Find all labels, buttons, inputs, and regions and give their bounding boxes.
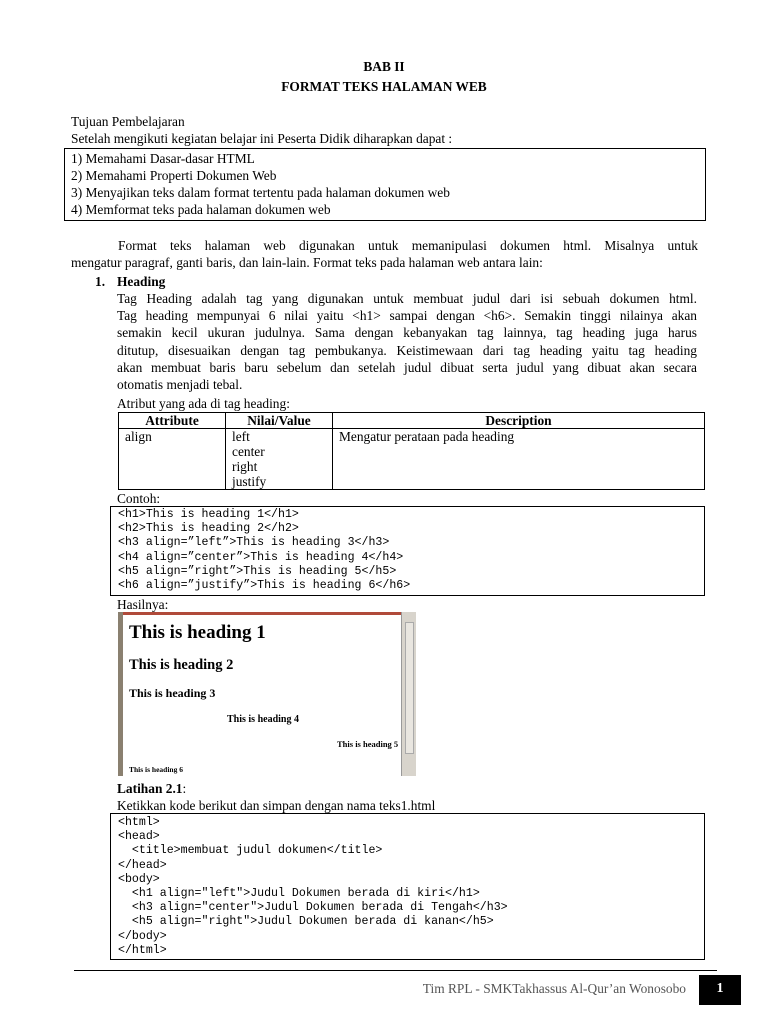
section-number: 1. (95, 274, 106, 289)
code-line: </html> (118, 943, 167, 957)
exercise-instruction: Ketikkan kode berikut dan simpan dengan nama teks1.html (117, 798, 436, 813)
table-header: Attribute (119, 413, 226, 429)
result-heading-1: This is heading 1 (129, 622, 266, 643)
value-item: center (232, 444, 265, 459)
table-header: Description (333, 413, 705, 429)
code-line: <h6 align=”justify”>This is heading 6</h6> (118, 579, 411, 593)
code-line: <head> (118, 830, 160, 844)
paragraph-line: Tag Heading adalah tag yang digunakan untuk membuat judul dari isi sebuah dokumen html. (117, 291, 697, 306)
result-heading-6: This is heading 6 (129, 765, 183, 774)
footer-divider (74, 970, 717, 971)
table-cell-values (226, 429, 333, 490)
paragraph-line: semakin kecil ukuran judulnya. Sama dengan kebanyakan tag lainnya, tag heading juga harus (117, 325, 697, 341)
value-item: justify (232, 474, 267, 489)
window-frame (118, 612, 416, 615)
objective-item: 3) Menyajikan teks dalam format tertentu pada halaman dokumen web (71, 185, 450, 200)
page-number: 1 (699, 975, 741, 1005)
intro-paragraph (71, 237, 698, 271)
objectives-heading: Tujuan Pembelajaran (71, 114, 185, 129)
objective-item: 2) Memahami Properti Dokumen Web (71, 168, 277, 183)
code-line: <h3 align="center">Judul Dokumen berada di Tengah</h3> (118, 901, 508, 915)
scrollbar-thumb (405, 622, 414, 754)
scrollbar (401, 612, 416, 776)
paragraph-line: Tag heading mempunyai 6 nilai yaitu <h1> sampai dengan <h6>. Semakin tinggi nilainya akan (117, 308, 697, 324)
table-cell-attribute: align (119, 429, 226, 490)
result-heading-5: This is heading 5 (337, 739, 399, 749)
exercise-code-box (110, 813, 705, 960)
table-cell-description: Mengatur perataan pada heading (333, 429, 705, 490)
intro-line: Format teks halaman web digunakan untuk memanipulasi dokumen html. Misalnya untuk (118, 238, 698, 253)
value-item: left (232, 429, 250, 444)
example-code-box (110, 506, 705, 596)
chapter-label: BAB II (363, 59, 405, 74)
objective-item: 1) Memahami Dasar-dasar HTML (71, 151, 255, 166)
result-heading-4: This is heading 4 (227, 714, 299, 725)
example-label: Contoh: (117, 491, 161, 506)
result-heading-2: This is heading 2 (129, 657, 234, 673)
paragraph-line: ditutup, disesuaikan dengan tag pembukanya. Keistimewaan dari tag heading yaitu tag heading (117, 342, 697, 358)
objectives-list (64, 148, 706, 221)
intro-line: mengatur paragraf, ganti baris, dan lain-lain. Format teks pada halaman web antara lain: (71, 255, 543, 271)
footer-text: Tim RPL - SMKTakhassus Al-Qur’an Wonosobo (422, 981, 686, 996)
page-title: FORMAT TEKS HALAMAN WEB (281, 79, 487, 94)
code-line: <html> (118, 816, 160, 829)
code-line: <h1>This is heading 1</h1> (118, 508, 299, 521)
attribute-intro: Atribut yang ada di tag heading: (117, 396, 290, 411)
code-line: <h1 align="left">Judul Dokumen berada di kiri</h1> (118, 887, 480, 901)
code-line: </head> (118, 858, 167, 872)
code-line: <h5 align=”right”>This is heading 5</h5> (118, 564, 397, 578)
result-screenshot (118, 612, 416, 776)
result-label: Hasilnya: (117, 597, 169, 612)
table-header: Nilai/Value (226, 413, 333, 429)
exercise-title (117, 780, 186, 797)
code-line: </body> (118, 929, 167, 943)
code-line: <h3 align=”left”>This is heading 3</h3> (118, 536, 390, 550)
result-heading-3: This is heading 3 (129, 686, 216, 700)
section-title: Heading (117, 274, 166, 289)
objective-item: 4) Memformat teks pada halaman dokumen web (71, 202, 331, 217)
code-line: <h4 align=”center”>This is heading 4</h4> (118, 550, 404, 564)
attribute-table (118, 412, 705, 490)
code-line: <h2>This is heading 2</h2> (118, 522, 299, 536)
objectives-intro: Setelah mengikuti kegiatan belajar ini Peserta Didik diharapkan dapat : (71, 131, 453, 146)
value-item: right (232, 459, 258, 474)
window-frame (118, 612, 123, 776)
code-line: <body> (118, 872, 160, 886)
paragraph-line: akan membuat baris baru sebelum dan setelah judul dibuat serta judul yang dibuat akan secara (117, 359, 697, 375)
heading-paragraph (117, 290, 697, 393)
exercise-colon: : (182, 781, 187, 796)
table-header-row (119, 413, 705, 429)
paragraph-line: otomatis menjadi tebal. (117, 376, 243, 392)
code-line: <h5 align="right">Judul Dokumen berada di kanan</h5> (118, 915, 494, 929)
code-line: <title>membuat judul dokumen</title> (118, 844, 383, 858)
exercise-title-text: Latihan 2.1 (117, 781, 183, 796)
table-row (119, 429, 705, 490)
